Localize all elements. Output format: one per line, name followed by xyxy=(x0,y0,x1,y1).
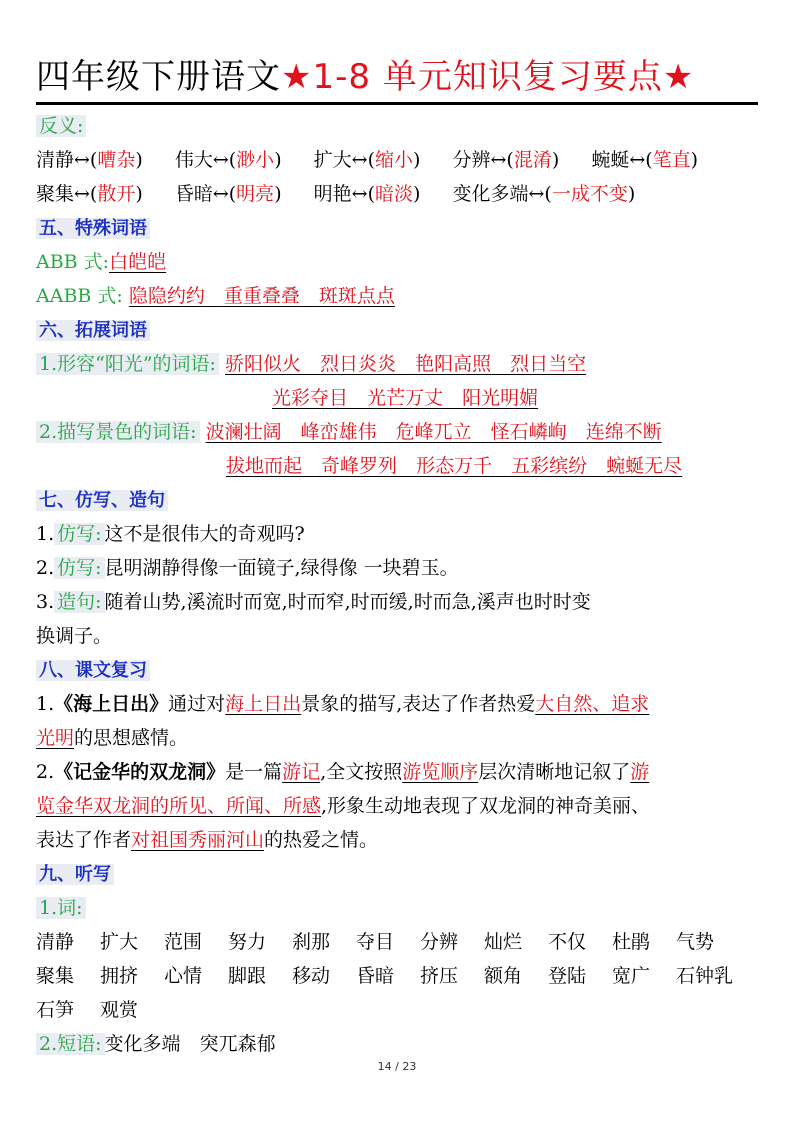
antonym-pair: 分辨↔(混淆) xyxy=(452,149,560,171)
sunshine-words-row-2 xyxy=(36,381,758,415)
section-6-heading-row xyxy=(36,313,758,347)
review-paragraph-2-line-3: 表达了作者对祖国秀丽河山的热爱之情。 xyxy=(36,829,379,851)
page-title xyxy=(36,54,758,105)
antonym-pair: 聚集↔(散开) xyxy=(36,183,143,205)
antonyms-row-2 xyxy=(36,177,758,211)
exercise-label: 仿写: xyxy=(54,523,104,545)
section-heading: 八、课文复习 xyxy=(36,660,150,681)
exercise-item: 3. 造句: 随着山势,溪流时而宽,时而窄,时而缓,时而急,溪声也时时变 xyxy=(36,591,591,613)
sunshine-words: 骄阳似火 烈日炎炎 艳阳高照 烈日当空 xyxy=(225,353,587,375)
antonyms-row-1 xyxy=(36,143,758,177)
antonym-pair: 伟大↔(渺小) xyxy=(174,149,282,171)
dictation-words-row-3: 石笋 观赏 xyxy=(36,999,139,1021)
aabb-label: AABB 式: xyxy=(36,285,123,307)
antonyms-heading: 反义: xyxy=(36,115,86,137)
exercise-label: 仿写: xyxy=(54,557,104,579)
page-number: 14 / 23 xyxy=(377,1060,417,1073)
dictation-words-label: 1.词: xyxy=(36,897,86,919)
exercise-item: 2. 仿写: 昆明湖静得像一面镜子,绿得像 一块碧玉。 xyxy=(36,557,459,579)
section-heading: 七、仿写、造句 xyxy=(36,490,168,511)
sunshine-words-row-1 xyxy=(36,347,758,381)
abb-row xyxy=(36,245,758,279)
exercise-text: 昆明湖静得像一面镜子,绿得像 一块碧玉。 xyxy=(104,557,459,579)
document-page xyxy=(36,54,758,1061)
aabb-words: 隐隐约约 重重叠叠 斑斑点点 xyxy=(128,285,395,307)
dictation-words-row-1: 清静 扩大 范围 努力 刹那 夺目 分辨 灿烂 不仅 杜鹃 气势 xyxy=(36,931,715,953)
section-heading: 六、拓展词语 xyxy=(36,320,150,341)
sunshine-words: 光彩夺目 光芒万丈 阳光明媚 xyxy=(272,387,539,409)
exercise-text: 随着山势,溪流时而宽,时而窄,时而缓,时而急,溪声也时时变 xyxy=(104,591,591,613)
review-paragraph-1-line-2: 光明的思想感情。 xyxy=(36,727,189,749)
title-main: 四年级下册语文 xyxy=(36,57,281,97)
exercise-text: 这不是很伟大的奇观吗? xyxy=(104,523,305,545)
scenery-words: 波澜壮阔 峰峦雄伟 危峰兀立 怪石嶙峋 连绵不断 xyxy=(205,421,662,443)
review-paragraph-2-line-1: 2.《记金华的双龙洞》是一篇游记,全文按照游览顺序层次清晰地记叙了游 xyxy=(36,761,650,783)
antonym-pair: 蜿蜒↔(笔直) xyxy=(591,149,699,171)
antonyms-heading-row xyxy=(36,109,758,143)
section-5-heading-row xyxy=(36,211,758,245)
dictation-phrases-label: 2.短语: xyxy=(36,1033,105,1055)
exercise-item: 1. 仿写: 这不是很伟大的奇观吗? xyxy=(36,523,305,545)
scenery-label: 2.描写景色的词语: xyxy=(36,421,200,443)
section-9-heading-row xyxy=(36,857,758,891)
section-7-heading-row xyxy=(36,483,758,517)
section-heading: 五、特殊词语 xyxy=(36,218,150,239)
scenery-words-row-1 xyxy=(36,415,758,449)
antonym-pair: 明艳↔(暗淡) xyxy=(313,183,421,205)
dictation-phrases-row: 2.短语: 变化多端 突兀森郁 xyxy=(36,1027,758,1061)
aabb-row xyxy=(36,279,758,313)
dictation-words-label-row xyxy=(36,891,758,925)
abb-label: ABB 式: xyxy=(36,251,110,273)
antonym-pair: 清静↔(嘈杂) xyxy=(36,149,143,171)
exercise-label: 造句: xyxy=(54,591,104,613)
dictation-words-row-2: 聚集 拥挤 心情 脚跟 移动 昏暗 挤压 额角 登陆 宽广 石钟乳 xyxy=(36,965,734,987)
abb-words: 白皑皑 xyxy=(109,251,167,273)
section-8-heading-row xyxy=(36,653,758,687)
review-paragraph-2-line-2: 览金华双龙洞的所见、所闻、所感,形象生动地表现了双龙洞的神奇美丽、 xyxy=(36,795,651,817)
antonym-pair: 昏暗↔(明亮) xyxy=(174,183,282,205)
section-heading: 九、听写 xyxy=(36,864,114,885)
sunshine-label: 1.形容“阳光”的词语: xyxy=(36,353,219,375)
lesson-title: 《海上日出》 xyxy=(54,693,169,715)
review-paragraph-1-line-1: 1.《海上日出》通过对海上日出景象的描写,表达了作者热爱大自然、追求 xyxy=(36,693,650,715)
exercise-item-continuation: 换调子。 xyxy=(36,625,113,647)
antonym-pair: 扩大↔(缩小) xyxy=(313,149,421,171)
antonym-pair: 变化多端↔(一成不变) xyxy=(452,183,636,205)
lesson-title: 《记金华的双龙洞》 xyxy=(54,761,226,783)
scenery-words: 拔地而起 奇峰罗列 形态万千 五彩缤纷 蜿蜒无尽 xyxy=(226,455,683,477)
scenery-words-row-2 xyxy=(36,449,758,483)
title-highlight: ★1-8 单元知识复习要点★ xyxy=(281,57,695,97)
